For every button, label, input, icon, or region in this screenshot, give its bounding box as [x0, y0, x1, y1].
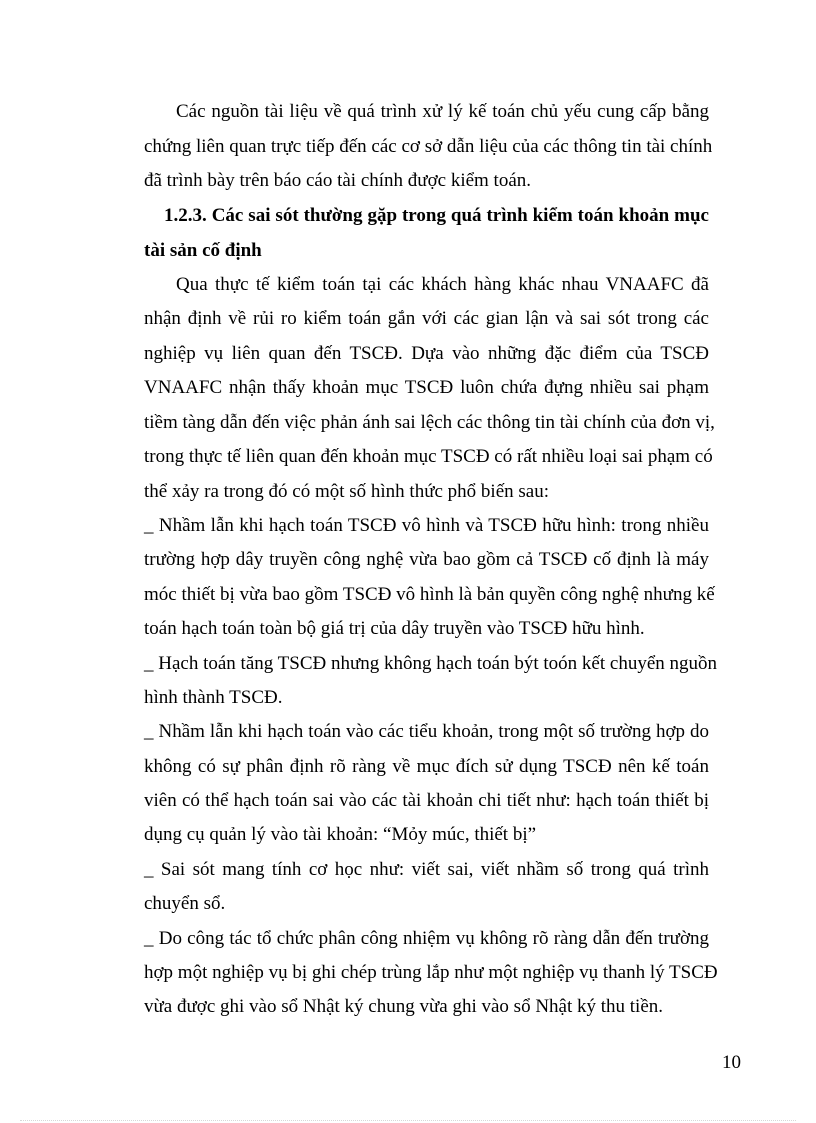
paragraph-line: hình thành TSCĐ. [144, 687, 283, 708]
page-number: 10 [722, 1052, 741, 1073]
paragraph-line: vừa được ghi vào sổ Nhật ký chung vừa ghi vào sổ Nhật ký thu tiền. [144, 996, 664, 1017]
paragraph-line: Qua thực tế kiểm toán tại các khách hàng khác nhau VNAAFC đã [176, 274, 709, 295]
paragraph-line: toán hạch toán toàn bộ giá trị của dây truyền vào TSCĐ hữu hình. [144, 618, 645, 639]
bullet-line: _ Nhầm lẫn khi hạch toán vào các tiểu khoản, trong một số trường hợp do [144, 721, 709, 742]
paragraph-line: VNAAFC nhận thấy khoản mục TSCĐ luôn chứa đựng nhiều sai phạm [144, 377, 709, 398]
bullet-line: _ Sai sót mang tính cơ học như: viết sai, viết nhầm số trong quá trình [144, 859, 709, 880]
paragraph-line: Các nguồn tài liệu về quá trình xử lý kế toán chủ yếu cung cấp bằng [176, 101, 709, 122]
section-heading: 1.2.3. Các sai sót thường gặp trong quá trình kiểm toán khoản mục [164, 205, 709, 226]
paragraph-line: nhận định về rủi ro kiểm toán gắn với các gian lận và sai sót trong các [144, 308, 709, 329]
paragraph-line: chứng liên quan trực tiếp đến các cơ sở dẫn liệu của các thông tin tài chính [144, 136, 713, 157]
paragraph-line: hợp một nghiệp vụ bị ghi chép trùng lắp như một nghiệp vụ thanh lý TSCĐ [144, 962, 718, 983]
paragraph-line: thể xảy ra trong đó có một số hình thức phổ biến sau: [144, 481, 550, 502]
section-heading: tài sản cố định [144, 240, 262, 261]
paragraph-line: dụng cụ quản lý vào tài khoản: “Mỏy múc, thiết bị” [144, 824, 537, 845]
paragraph-line: tiềm tàng dẫn đến việc phản ánh sai lệch các thông tin tài chính của đơn vị, [144, 412, 715, 433]
paragraph-line: trong thực tế liên quan đến khoản mục TSCĐ có rất nhiều loại sai phạm có [144, 446, 713, 467]
bullet-line: _ Do công tác tổ chức phân công nhiệm vụ không rõ ràng dẫn đến trường [144, 928, 709, 949]
paragraph-line: móc thiết bị vừa bao gồm TSCĐ vô hình là bản quyền công nghệ nhưng kế [144, 584, 715, 605]
paragraph-line: đã trình bày trên báo cáo tài chính được kiểm toán. [144, 170, 532, 191]
page-bottom-rule [20, 1120, 796, 1121]
paragraph-line: nghiệp vụ liên quan đến TSCĐ. Dựa vào những đặc điểm của TSCĐ [144, 343, 709, 364]
bullet-line: _ Hạch toán tăng TSCĐ nhưng không hạch toán být toón kết chuyển nguồn [144, 653, 717, 674]
bullet-line: _ Nhầm lẫn khi hạch toán TSCĐ vô hình và TSCĐ hữu hình: trong nhiều [144, 515, 709, 536]
paragraph-line: chuyển sổ. [144, 893, 226, 914]
paragraph-line: viên có thể hạch toán sai vào các tài khoản chi tiết như: hạch toán thiết bị [144, 790, 709, 811]
paragraph-line: không có sự phân định rõ ràng về mục đích sử dụng TSCĐ nên kế toán [144, 756, 709, 777]
paragraph-line: trường hợp dây truyền công nghệ vừa bao gồm cả TSCĐ cố định là máy [144, 549, 709, 570]
